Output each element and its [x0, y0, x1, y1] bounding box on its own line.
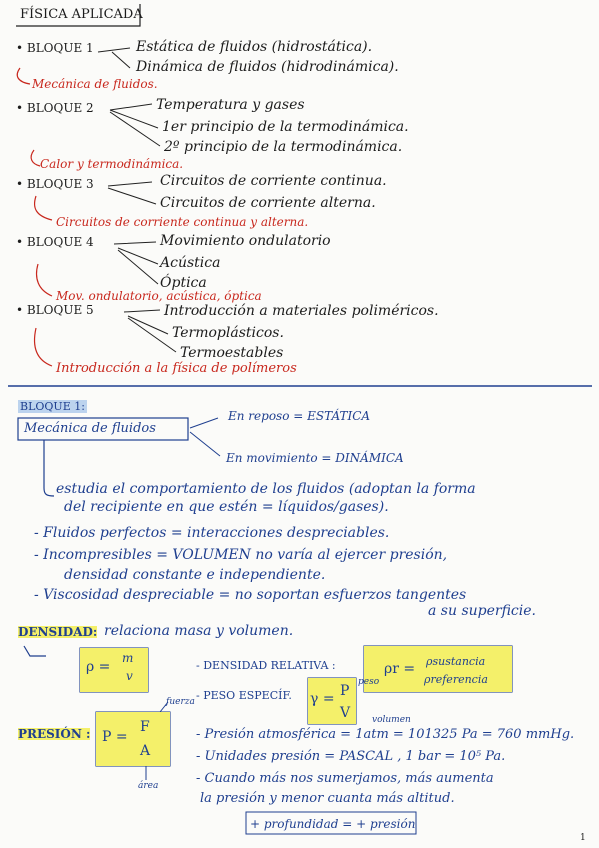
gamma-lhs: γ =	[310, 691, 335, 707]
block-label: • BLOQUE 5	[16, 303, 94, 317]
gamma-den: V	[340, 705, 351, 721]
fluid-bullet: densidad constante e independiente.	[64, 567, 326, 583]
block-item: Estática de fluidos (hidrostática).	[136, 39, 373, 55]
peso-note: peso	[358, 677, 380, 687]
rel-label: - DENSIDAD RELATIVA :	[196, 659, 336, 672]
presion-line: - Presión atmosférica = 1atm = 101325 Pa = 760 mmHg.	[196, 727, 575, 742]
estudia-line: estudia el comportamiento de los fluidos (adoptan la forma	[56, 481, 476, 497]
block-label: • BLOQUE 2	[16, 101, 94, 115]
section-heading: BLOQUE 1:	[20, 400, 85, 413]
block-label: • BLOQUE 3	[16, 177, 94, 191]
page-title: FÍSICA APLICADA	[20, 7, 143, 22]
peso-label: - PESO ESPECÍF.	[196, 689, 292, 702]
rho-lhs: ρ =	[86, 659, 111, 675]
fluid-bullet: - Fluidos perfectos = interacciones despreciables.	[34, 525, 390, 541]
p-lhs: P =	[102, 729, 128, 745]
block-summary: Mecánica de fluidos.	[32, 77, 158, 91]
block-item: Óptica	[160, 275, 207, 291]
block-summary: Circuitos de corriente continua y alterna.	[56, 215, 309, 229]
page-number: 1	[580, 833, 586, 843]
volumen-note: volumen	[372, 715, 411, 725]
rel-den: ρreferencia	[424, 673, 488, 686]
block-item: Termoplásticos.	[172, 325, 284, 341]
profundidad-note: + profundidad = + presión	[250, 817, 416, 831]
block-item: Circuitos de corriente continua.	[160, 173, 387, 189]
block-item: 1er principio de la termodinámica.	[162, 119, 409, 135]
block-item: Movimiento ondulatorio	[160, 233, 331, 249]
fluid-bullet: - Viscosidad despreciable = no soportan esfuerzos tangentes	[34, 587, 467, 603]
rho-num: m	[122, 651, 134, 665]
fuerza-note: fuerza	[166, 697, 195, 707]
mecanica-title: Mecánica de fluidos	[24, 421, 156, 436]
block-item: Temperatura y gases	[156, 97, 305, 113]
reposo-text: En reposo = ESTÁTICA	[228, 409, 371, 423]
area-note: área	[138, 781, 159, 791]
fluid-bullet: - Incompresibles = VOLUMEN no varía al ejercer presión,	[34, 547, 448, 563]
presion-line: la presión y menor cuanta más altitud.	[200, 791, 455, 806]
block-item: 2º principio de la termodinámica.	[164, 139, 403, 155]
block-label: • BLOQUE 1	[16, 41, 94, 55]
gamma-num: P	[340, 683, 350, 699]
block-item: Circuitos de corriente alterna.	[160, 195, 376, 211]
p-num: F	[140, 719, 150, 735]
densidad-label: DENSIDAD:	[18, 625, 98, 639]
block-item: Termoestables	[180, 345, 284, 361]
p-den: A	[140, 743, 151, 759]
presion-line: - Cuando más nos sumerjamos, más aumenta	[196, 771, 494, 786]
block-item: Acústica	[160, 255, 221, 271]
rel-lhs: ρr =	[384, 661, 416, 677]
block-summary: Mov. ondulatorio, acústica, óptica	[56, 289, 262, 303]
rho-den: v	[126, 669, 133, 683]
rel-num: ρsustancia	[426, 655, 486, 668]
block-item: Dinámica de fluidos (hidrodinámica).	[136, 59, 399, 75]
block-summary: Introducción a la física de polímeros	[56, 361, 297, 376]
estudia-line: del recipiente en que estén = líquidos/gases).	[64, 499, 389, 515]
block-summary: Calor y termodinámica.	[40, 157, 184, 171]
block-label: • BLOQUE 4	[16, 235, 94, 249]
movimiento-text: En movimiento = DINÁMICA	[226, 451, 404, 465]
densidad-text: relaciona masa y volumen.	[104, 623, 294, 639]
fluid-bullet: a su superficie.	[428, 603, 536, 619]
presion-label: PRESIÓN :	[18, 727, 91, 741]
presion-line: - Unidades presión = PASCAL , 1 bar = 10⁵ Pa.	[196, 749, 506, 764]
block-item: Introducción a materiales poliméricos.	[164, 303, 439, 319]
